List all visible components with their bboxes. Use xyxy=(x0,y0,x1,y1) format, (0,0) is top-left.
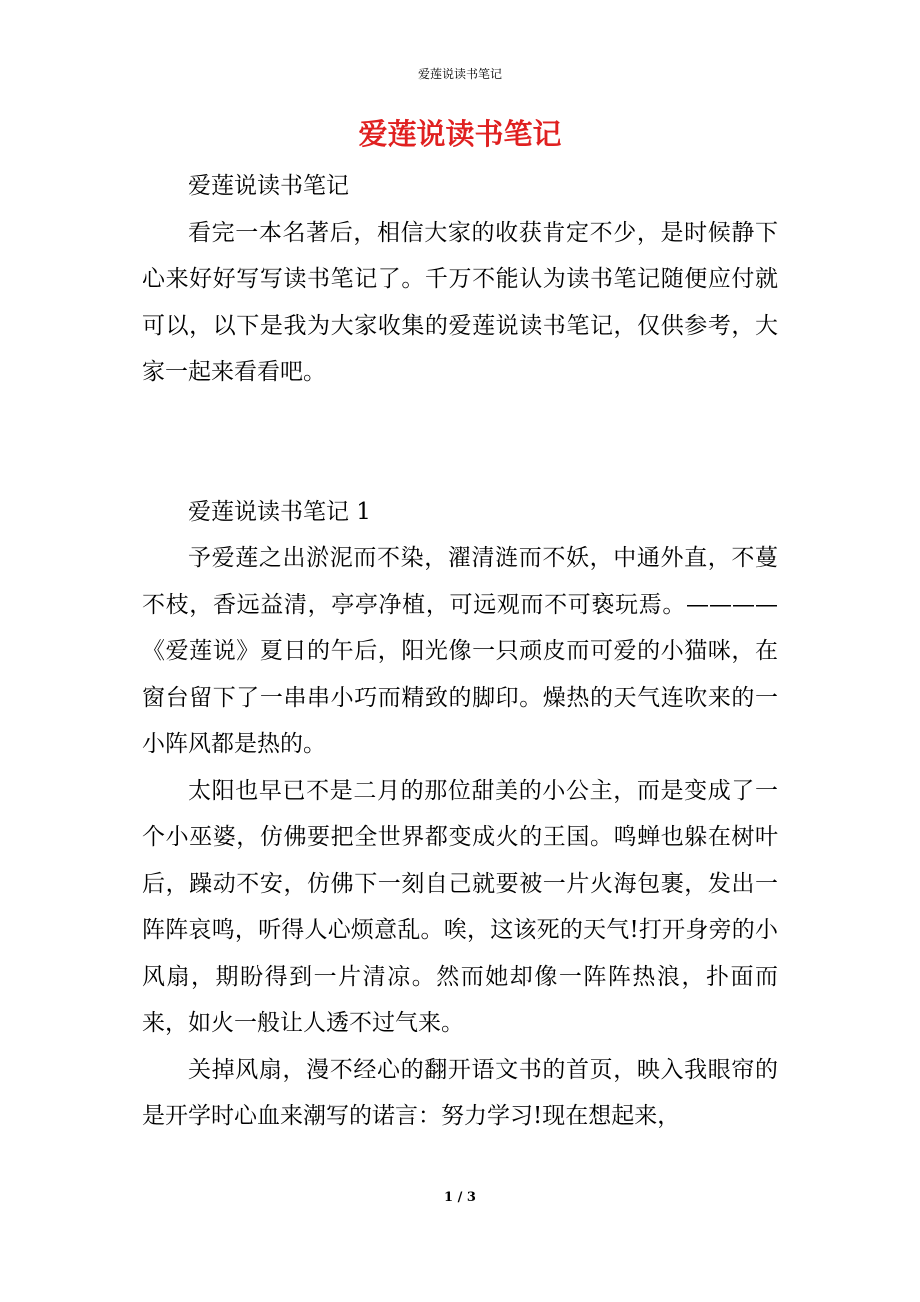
body-paragraph-1: 予爱莲之出淤泥而不染，濯清涟而不妖，中通外直，不蔓不枝，香远益清，亭亭净植，可远观而不可亵玩焉。————《爱莲说》夏日的午后，阳光像一只顽皮而可爱的小猫咪，在窗台留下了一串串小巧而精致的脚印。燥热的天气连吹来的一小阵风都是热的。 xyxy=(142,545,778,757)
document-body xyxy=(142,163,778,1140)
section-heading: 爱莲说读书笔记 1 xyxy=(188,498,371,525)
page-header: 爱莲说读书笔记 xyxy=(417,67,502,81)
page-indicator: 1 / 3 xyxy=(444,1190,476,1205)
body-paragraph-3: 关掉风扇，漫不经心的翻开语文书的首页，映入我眼帘的是开学时心血来潮写的诺言：努力学习!现在想起来， xyxy=(142,1056,778,1129)
body-paragraph-2: 太阳也早已不是二月的那位甜美的小公主，而是变成了一个小巫婆，仿佛要把全世界都变成火的王国。鸣蝉也躲在树叶后，躁动不安，仿佛下一刻自己就要被一片火海包裹，发出一阵阵哀鸣，听得人心烦意乱。唉，这该死的天气!打开身旁的小风扇，期盼得到一片清凉。然而她却像一阵阵热浪，扑面而来，如火一般让人透不过气来。 xyxy=(142,777,778,1036)
subtitle-paragraph: 爱莲说读书笔记 xyxy=(188,173,349,199)
intro-paragraph: 看完一本名著后，相信大家的收获肯定不少，是时候静下心来好好写写读书笔记了。千万不能认为读书笔记随便应付就可以，以下是我为大家收集的爱莲说读书笔记，仅供参考，大家一起来看看吧。 xyxy=(142,219,778,385)
document-title: 爱莲说读书笔记 xyxy=(358,117,562,151)
